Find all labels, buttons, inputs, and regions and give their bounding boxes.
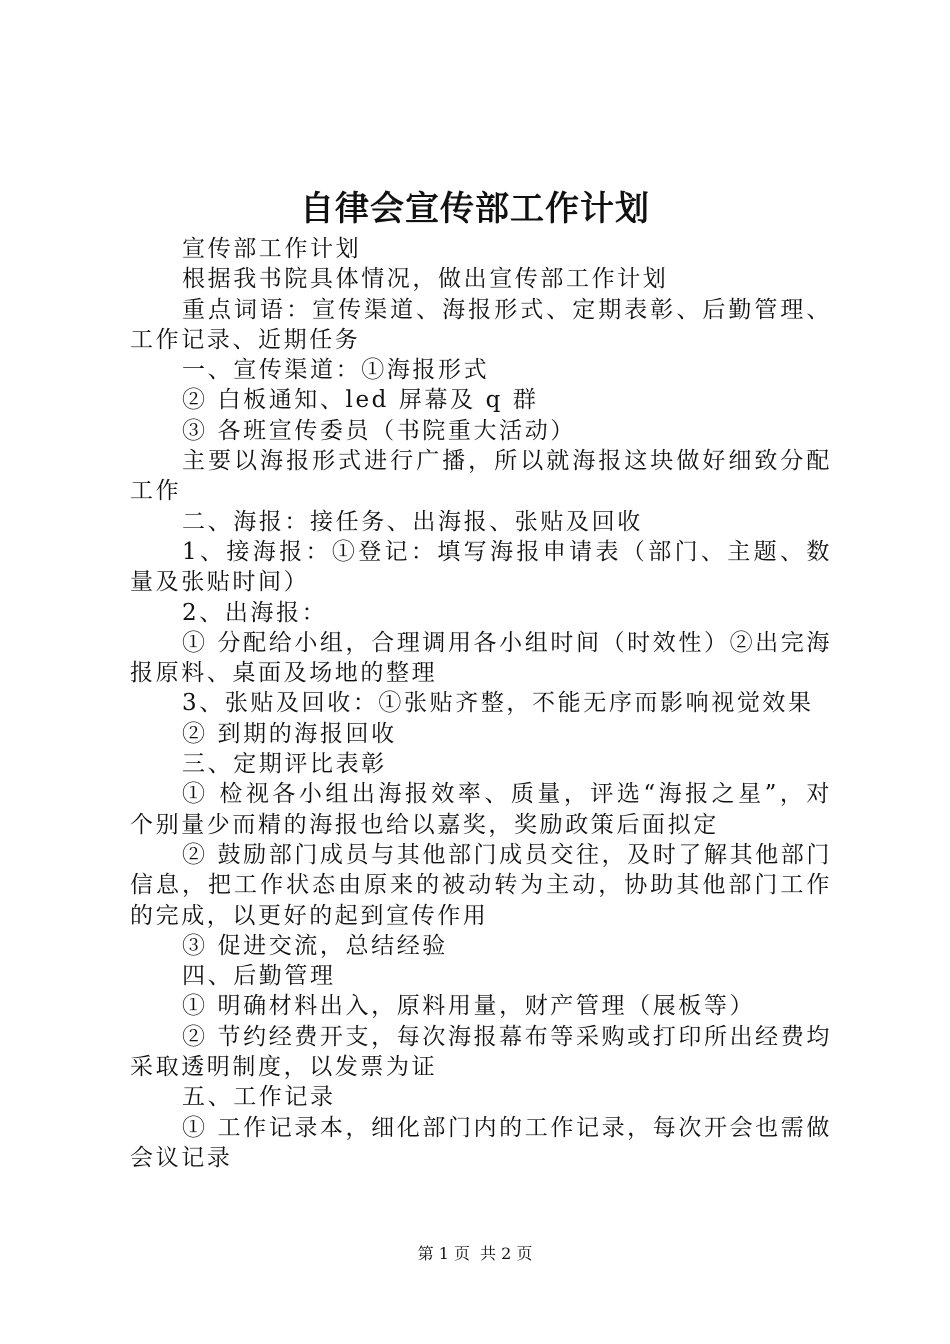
paragraph: 主要以海报形式进行广播，所以就海报这块做好细致分配工作 (130, 448, 832, 505)
paragraph: 一、宣传渠道：①海报形式 (182, 357, 490, 384)
page-total: 共 2 页 (480, 1244, 533, 1263)
paragraph: ② 节约经费开支，每次海报幕布等采购或打印所出经费均采取透明制度，以发票为证 (130, 1023, 832, 1081)
paragraph: 四、后勤管理 (182, 963, 336, 990)
paragraph: 2、出海报： (182, 599, 328, 626)
paragraph: ③ 各班宣传委员（书院重大活动） (182, 417, 576, 444)
page-footer (0, 1243, 950, 1265)
paragraph: ② 到期的海报回收 (182, 720, 397, 747)
paragraph: 三、定期评比表彰 (182, 751, 387, 778)
paragraph: ③ 促进交流，总结经验 (182, 932, 448, 959)
paragraph: ① 工作记录本，细化部门内的工作记录，每次开会也需做会议记录 (130, 1114, 832, 1171)
paragraph: 五、工作记录 (182, 1084, 336, 1111)
paragraph: ① 明确材料出入，原料用量，财产管理（展板等） (182, 993, 756, 1020)
paragraph: ② 白板通知、led 屏幕及 q 群 (182, 387, 539, 414)
page-number: 第 1 页 (417, 1244, 470, 1263)
document-title: 自律会宣传部工作计划 (300, 189, 650, 229)
paragraph: ① 检视各小组出海报效率、质量，评选“海报之星”，对个别量少而精的海报也给以嘉奖，奖励政策后面拟定 (130, 781, 832, 838)
paragraph: 二、海报：接任务、出海报、张贴及回收 (182, 508, 643, 535)
paragraph: 根据我书院具体情况，做出宣传部工作计划 (182, 266, 669, 293)
paragraph: 3、张贴及回收：①张贴齐整，不能无序而影响视觉效果 (182, 690, 814, 717)
paragraph: ② 鼓励部门成员与其他部门成员交往，及时了解其他部门信息，把工作状态由原来的被动转为主动，协助其他部门工作的完成，以更好的起到宣传作用 (130, 841, 832, 929)
paragraph: 重点词语：宣传渠道、海报形式、定期表彰、后勤管理、工作记录、近期任务 (130, 296, 832, 353)
paragraph: 宣传部工作计划 (182, 236, 362, 262)
document-body (130, 234, 832, 1173)
paragraph: ① 分配给小组，合理调用各小组时间（时效性）②出完海报原料、桌面及场地的整理 (130, 629, 832, 687)
paragraph: 1、接海报：①登记：填写海报申请表（部门、主题、数量及张贴时间） (130, 538, 832, 596)
